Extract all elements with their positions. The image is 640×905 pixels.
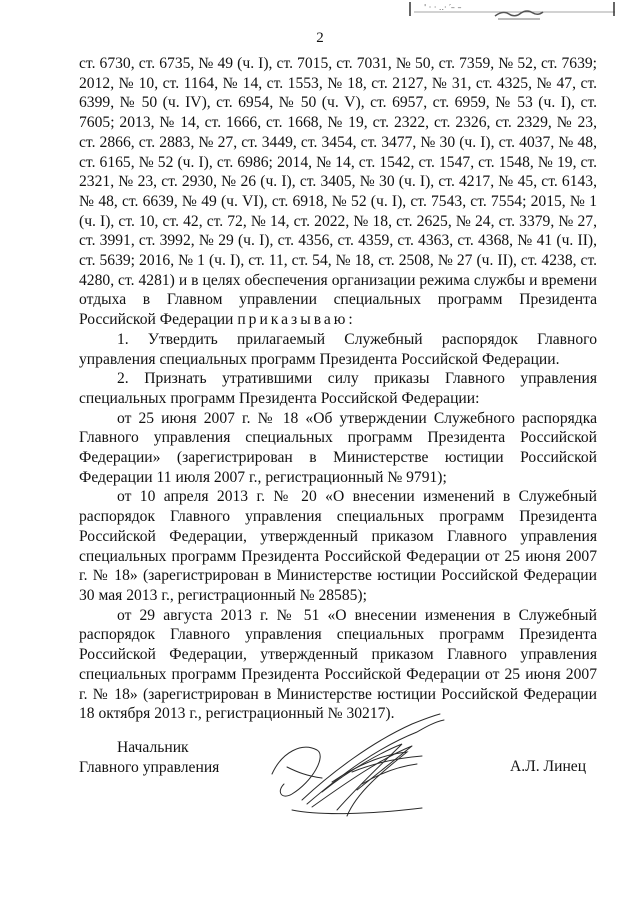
signatory-name: А.Л. Линец xyxy=(510,758,587,775)
page-number: 2 xyxy=(316,30,324,46)
preamble-paragraph: ст. 6730, ст. 6735, № 49 (ч. I), ст. 7015, ст. 7031, № 50, ст. 7359, № 52, ст. 7639; 2012, № 10, ст. 1164, № 14, ст. 1553, № 18, ст. 2127, № 31, ст. 4325, № 47, ст. 6399, № 50 (ч. IV), ст. 6954, № 50 (ч. V), ст. 6957, ст. 6959, № 53 (ч. I), ст. 7605; 2013, № 14, ст. 1666, ст. 1668, № 19, ст. 2322, ст. 2326, ст. 2329, № 23, ст. 2866, ст. 2883, № 27, ст. 3449, ст. 3454, ст. 3477, № 30 (ч. I), ст. 4037, № 48, ст. 6165, № 52 (ч. I), ст. 6986; 2014, № 14, ст. 1542, ст. 1547, ст. 1548, № 19, ст. 2321, № 23, ст. 2930, № 26 (ч. I), ст. 3405, № 30 (ч. I), ст. 4217, № 45, ст. 6143, № 48, ст. 6639, № 49 (ч. VI), ст. 6918, № 52 (ч. I), ст. 7543, ст. 7554; 2015, № 1 (ч. I), ст. 10, ст. 42, ст. 72, № 14, ст. 2022, № 18, ст. 2625, № 24, ст. 3379, № 27, ст. 3991, ст. 3992, № 29 (ч. I), ст. 4356, ст. 4359, ст. 4363, ст. 4368, № 41 (ч. II), ст. 5639; 2016, № 1 (ч. I), ст. 11, ст. 54, № 18, ст. 2508, № 27 (ч. II), ст. 4238, ст. 4280, ст. 4281) и в целях обеспечения организации режима службы и времени отдыха в Главном управлении специальных программ Президента Российской Федерации приказываю: xyxy=(79,55,597,329)
handwritten-signature xyxy=(262,712,452,827)
item-1-paragraph: 1. Утвердить прилагаемый Служебный распорядок Главного управления специальных программ Президента Российской Федерации. xyxy=(79,330,597,368)
svg-text:' · · ..· ′– –: ' · · ..· ′– – xyxy=(424,3,462,12)
repealed-order-2013-august: от 29 августа 2013 г. № 51 «О внесении изменения в Служебный распорядок Главного управления специальных программ Президента Российской Федерации, утвержденный приказом Главного управления специальных программ Президента Российской Федерации от 25 июня 2007 г. № 18» (зарегистрирован в Министерстве юстиции Российской Федерации 18 октября 2013 г., регистрационный № 30217). xyxy=(79,606,597,723)
repealed-order-2007: от 25 июня 2007 г. № 18 «Об утверждении Служебного распорядка Главного управления специальных программ Президента Российской Федерации» (зарегистрирован в Министерстве юстиции Российской Федерации 11 июля 2007 г., регистрационный № 9791); xyxy=(79,409,597,486)
repealed-order-2013-april: от 10 апреля 2013 г. № 20 «О внесении изменений в Служебный распорядок Главного управления специальных программ Президента Российской Федерации, утвержденный приказом Главного управления специальных программ Президента Российской Федерации от 25 июня 2007 г. № 18» (зарегистрирован в Министерстве юстиции Российской Федерации 30 мая 2013 г., регистрационный № 28585); xyxy=(79,488,597,604)
item-2-paragraph: 2. Признать утратившими силу приказы Главного управления специальных программ Президента Российской Федерации: xyxy=(79,370,597,407)
document-body xyxy=(79,54,597,724)
scan-artifact-marks xyxy=(400,0,640,30)
signatory-position: Начальник Главного управления xyxy=(79,739,220,776)
order-word: приказываю: xyxy=(237,311,356,329)
